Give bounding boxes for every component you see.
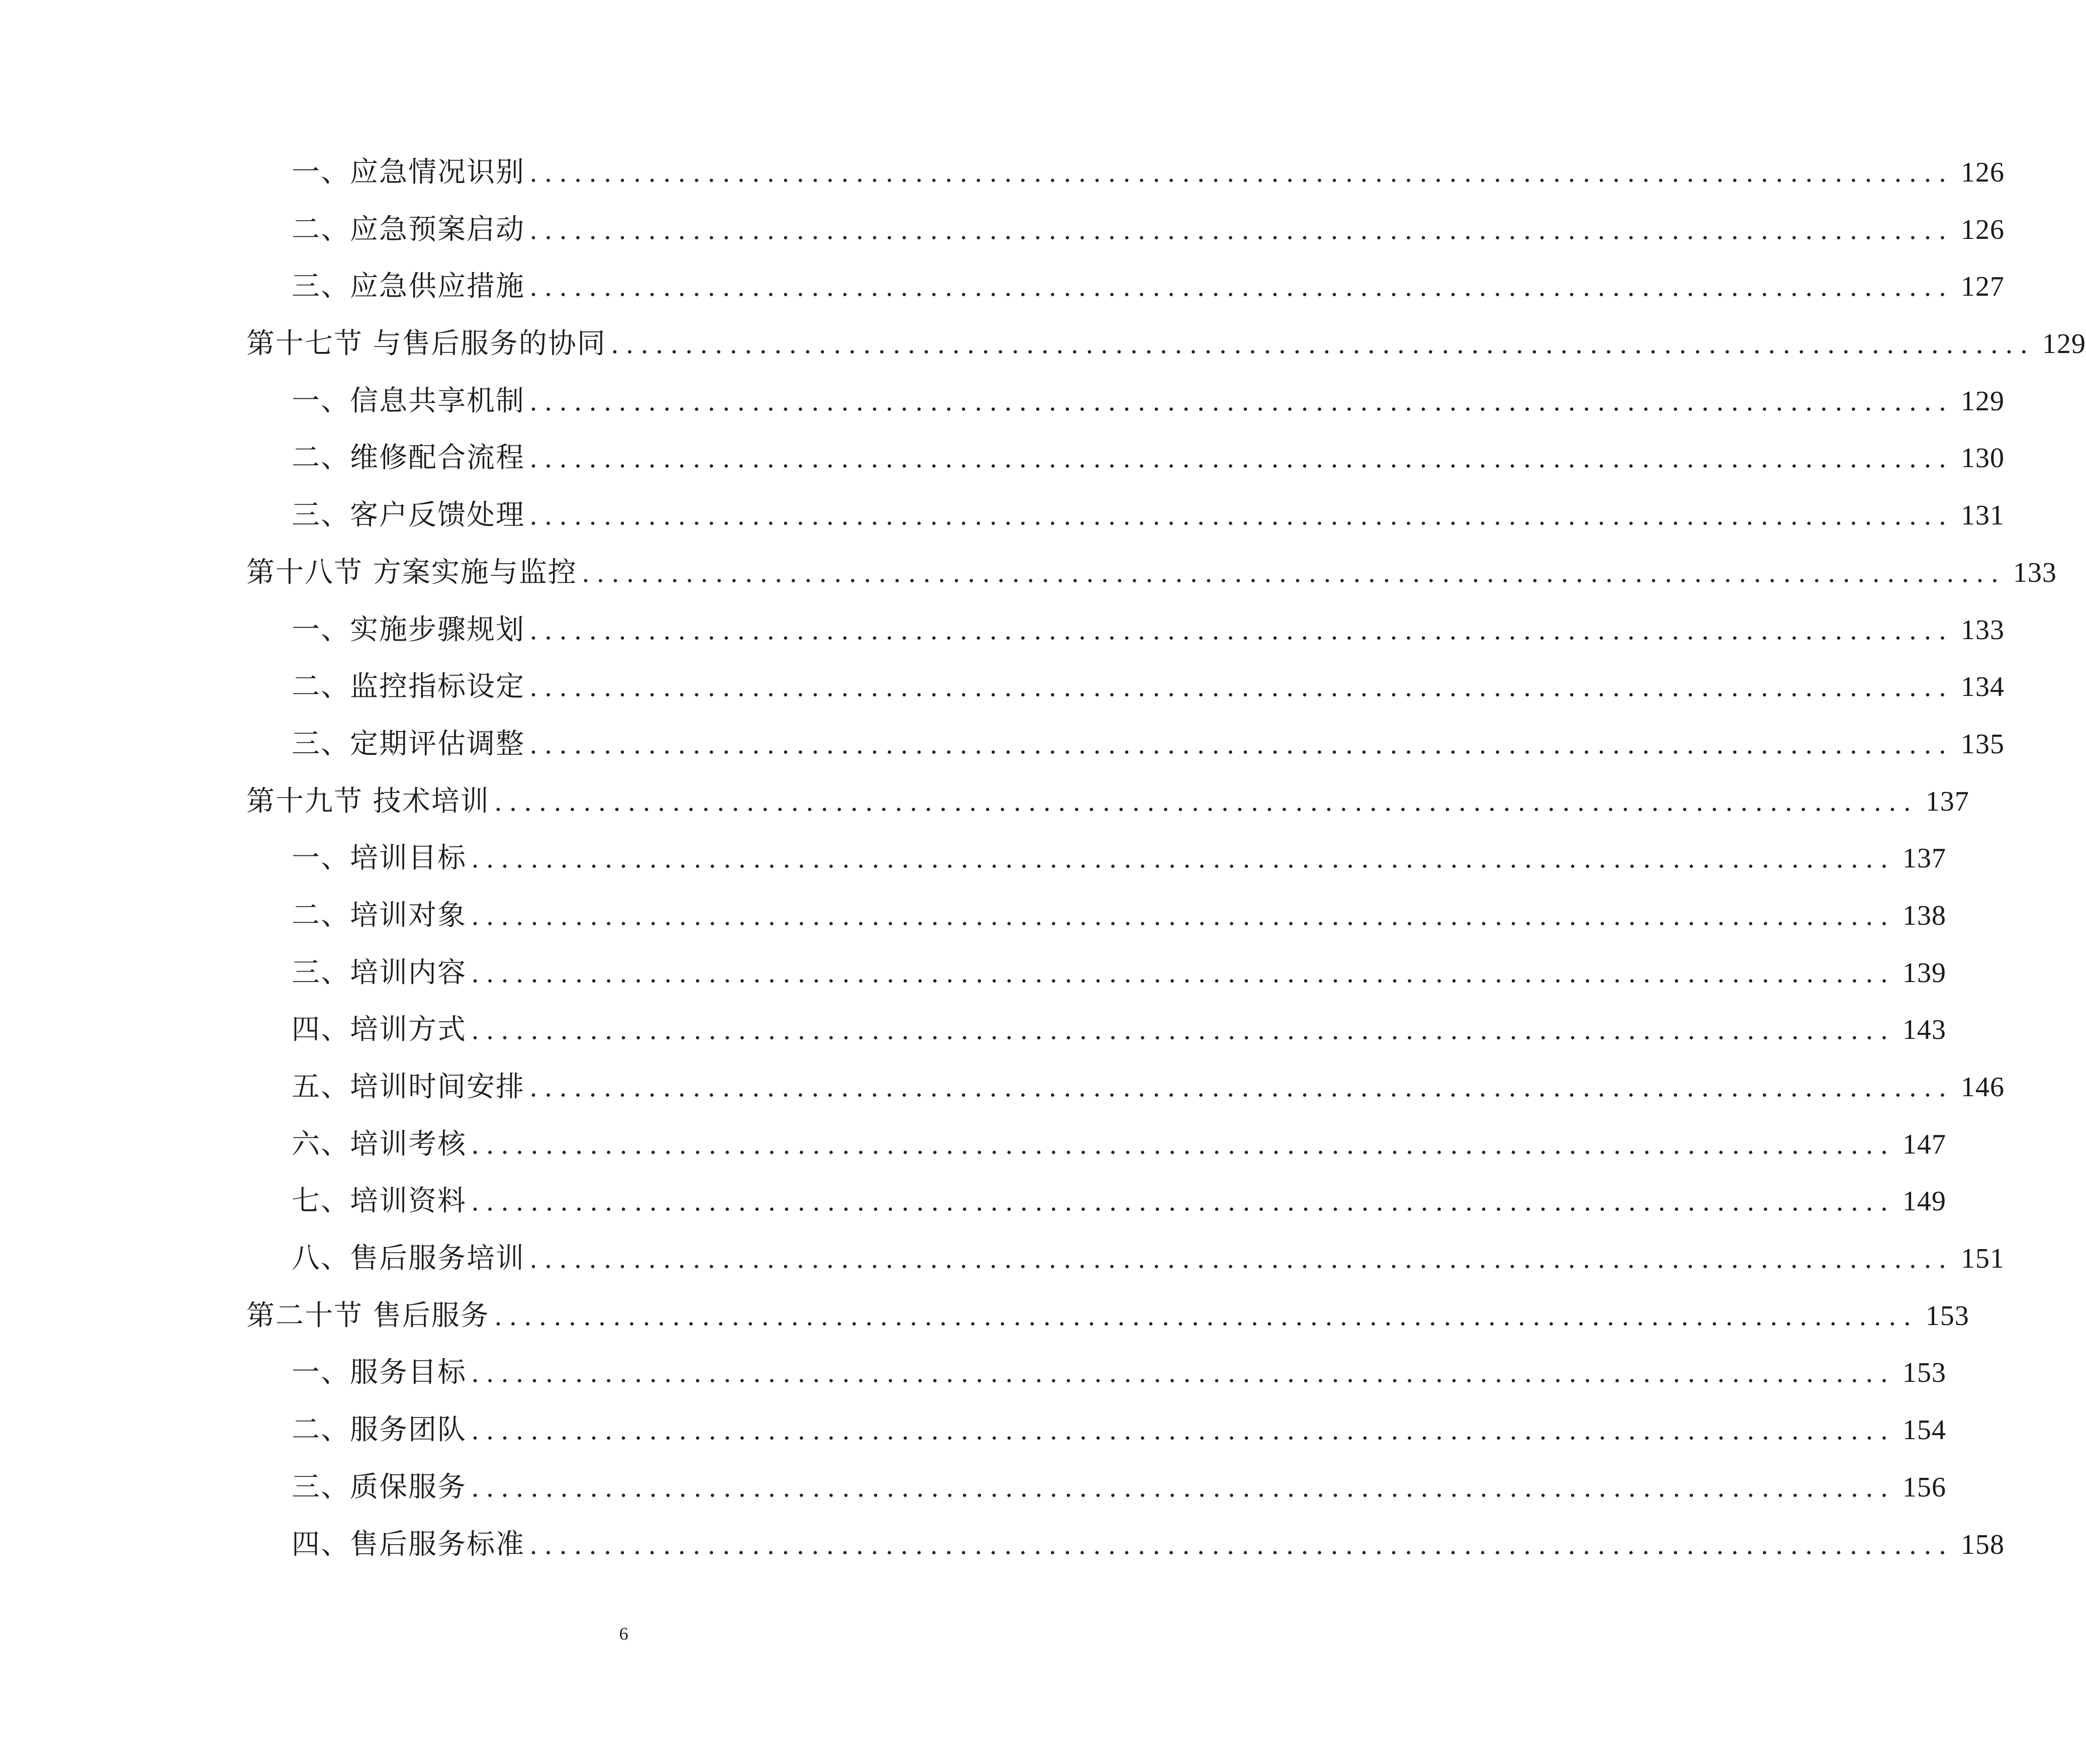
toc-entry-page: 147 [1902, 1128, 1946, 1160]
toc-entry[interactable] [246, 258, 2005, 315]
toc-entry-title: 二、培训对象 [292, 899, 467, 932]
toc-entry-page: 149 [1902, 1186, 1946, 1217]
toc-entry-title: 三、定期评估调整 [292, 727, 525, 760]
toc-dot-leader: ................................................................................................ [472, 1471, 1895, 1503]
toc-entry[interactable] [246, 429, 2005, 487]
toc-dot-leader: ................................................................................................ [530, 271, 1954, 303]
table-of-contents [246, 144, 2086, 1573]
toc-dot-leader: ................................................................................................ [494, 785, 1919, 817]
toc-entry-page: 153 [1902, 1357, 1946, 1389]
toc-entry-title: 一、培训目标 [292, 842, 467, 875]
toc-dot-leader: ................................................................................................ [472, 900, 1895, 931]
toc-entry[interactable] [246, 144, 2005, 201]
toc-entry-title: 一、应急情况识别 [292, 156, 525, 189]
toc-dot-leader: ................................................................................................ [530, 157, 1954, 188]
toc-dot-leader: ................................................................................................ [530, 671, 1954, 703]
toc-dot-leader: ................................................................................................ [472, 1357, 1895, 1389]
toc-section-entry[interactable] [246, 1287, 1969, 1345]
toc-entry-title: 四、售后服务标准 [292, 1528, 525, 1561]
toc-entry-title: 二、监控指标设定 [292, 670, 525, 703]
toc-entry[interactable] [246, 1116, 1946, 1173]
toc-section-entry[interactable] [246, 773, 1969, 830]
toc-entry-title: 二、应急预案启动 [292, 213, 525, 246]
toc-entry[interactable] [246, 658, 2005, 716]
toc-entry[interactable] [246, 944, 1946, 1002]
toc-entry-page: 151 [1961, 1243, 2005, 1275]
toc-dot-leader: ................................................................................................ [611, 328, 2035, 360]
toc-dot-leader: ................................................................................................ [472, 1415, 1895, 1446]
toc-dot-leader: ................................................................................................ [530, 385, 1954, 417]
toc-section-entry[interactable] [246, 544, 2057, 601]
toc-dot-leader: ................................................................................................ [530, 500, 1954, 532]
toc-entry-title: 二、维修配合流程 [292, 442, 525, 475]
toc-dot-leader: ................................................................................................ [472, 1128, 1895, 1160]
toc-entry-title: 第十八节 方案实施与监控 [246, 556, 577, 589]
toc-entry-title: 五、培训时间安排 [292, 1071, 525, 1103]
toc-entry[interactable] [246, 373, 2005, 430]
toc-entry-page: 137 [1902, 843, 1946, 874]
toc-entry[interactable] [246, 1344, 1946, 1401]
toc-entry-title: 三、客户反馈处理 [292, 499, 525, 532]
toc-entry[interactable] [246, 1059, 2005, 1116]
toc-dot-leader: ................................................................................................ [472, 1186, 1895, 1217]
toc-entry[interactable] [246, 887, 1946, 944]
toc-entry-title: 一、服务目标 [292, 1356, 467, 1389]
toc-dot-leader: ................................................................................................ [530, 728, 1954, 760]
toc-dot-leader: ................................................................................................ [494, 1300, 1919, 1332]
toc-dot-leader: ................................................................................................ [472, 843, 1895, 874]
toc-section-entry[interactable] [246, 315, 2086, 373]
toc-entry[interactable] [246, 1001, 1946, 1059]
toc-entry-title: 四、培训方式 [292, 1013, 467, 1046]
toc-entry[interactable] [246, 1459, 1946, 1516]
toc-entry-page: 134 [1961, 671, 2005, 703]
toc-entry-title: 二、服务团队 [292, 1414, 467, 1447]
toc-entry[interactable] [246, 201, 2005, 258]
toc-entry-page: 129 [2042, 328, 2086, 360]
toc-dot-leader: ................................................................................................ [472, 1014, 1895, 1046]
toc-entry-page: 129 [1961, 385, 2005, 417]
toc-entry-page: 154 [1902, 1415, 1946, 1446]
toc-dot-leader: ................................................................................................ [530, 1072, 1954, 1103]
toc-entry[interactable] [246, 487, 2005, 544]
toc-entry-title: 第十七节 与售后服务的协同 [246, 327, 606, 361]
toc-dot-leader: ................................................................................................ [530, 443, 1954, 474]
toc-entry-title: 一、信息共享机制 [292, 384, 525, 417]
toc-entry[interactable] [246, 601, 2005, 659]
toc-entry-page: 139 [1902, 957, 1946, 989]
toc-dot-leader: ................................................................................................ [530, 1243, 1954, 1275]
toc-dot-leader: ................................................................................................ [530, 1529, 1954, 1560]
toc-entry-page: 156 [1902, 1471, 1946, 1503]
toc-entry-page: 143 [1902, 1014, 1946, 1046]
toc-entry-page: 133 [2013, 557, 2057, 588]
toc-entry[interactable] [246, 1516, 2005, 1573]
toc-entry-title: 第十九节 技术培训 [246, 784, 490, 818]
toc-entry-page: 137 [1925, 785, 1969, 817]
toc-entry-page: 153 [1925, 1300, 1969, 1332]
toc-entry-page: 133 [1961, 614, 2005, 646]
toc-entry-page: 146 [1961, 1072, 2005, 1103]
toc-dot-leader: ................................................................................................ [530, 214, 1954, 245]
toc-entry[interactable] [246, 716, 2005, 773]
toc-entry[interactable] [246, 1230, 2005, 1287]
toc-entry[interactable] [246, 1173, 1946, 1230]
toc-entry[interactable] [246, 830, 1946, 887]
toc-dot-leader: ................................................................................................ [582, 557, 2006, 588]
toc-entry-page: 126 [1961, 214, 2005, 245]
toc-entry-title: 七、培训资料 [292, 1185, 467, 1218]
toc-entry-page: 127 [1961, 271, 2005, 303]
toc-entry[interactable] [246, 1401, 1946, 1459]
toc-entry-page: 158 [1961, 1529, 2005, 1560]
toc-entry-page: 126 [1961, 157, 2005, 188]
toc-entry-title: 三、质保服务 [292, 1470, 467, 1504]
page-number: 6 [619, 1624, 628, 1644]
toc-entry-title: 三、应急供应措施 [292, 270, 525, 303]
toc-entry-page: 135 [1961, 728, 2005, 760]
toc-entry-page: 130 [1961, 443, 2005, 474]
toc-dot-leader: ................................................................................................ [530, 614, 1954, 646]
toc-entry-title: 八、售后服务培训 [292, 1242, 525, 1275]
toc-dot-leader: ................................................................................................ [472, 957, 1895, 989]
toc-entry-page: 138 [1902, 900, 1946, 931]
toc-entry-title: 六、培训考核 [292, 1127, 467, 1161]
toc-entry-title: 三、培训内容 [292, 956, 467, 989]
toc-entry-page: 131 [1961, 500, 2005, 532]
toc-entry-title: 一、实施步骤规划 [292, 613, 525, 646]
toc-entry-title: 第二十节 售后服务 [246, 1299, 490, 1332]
